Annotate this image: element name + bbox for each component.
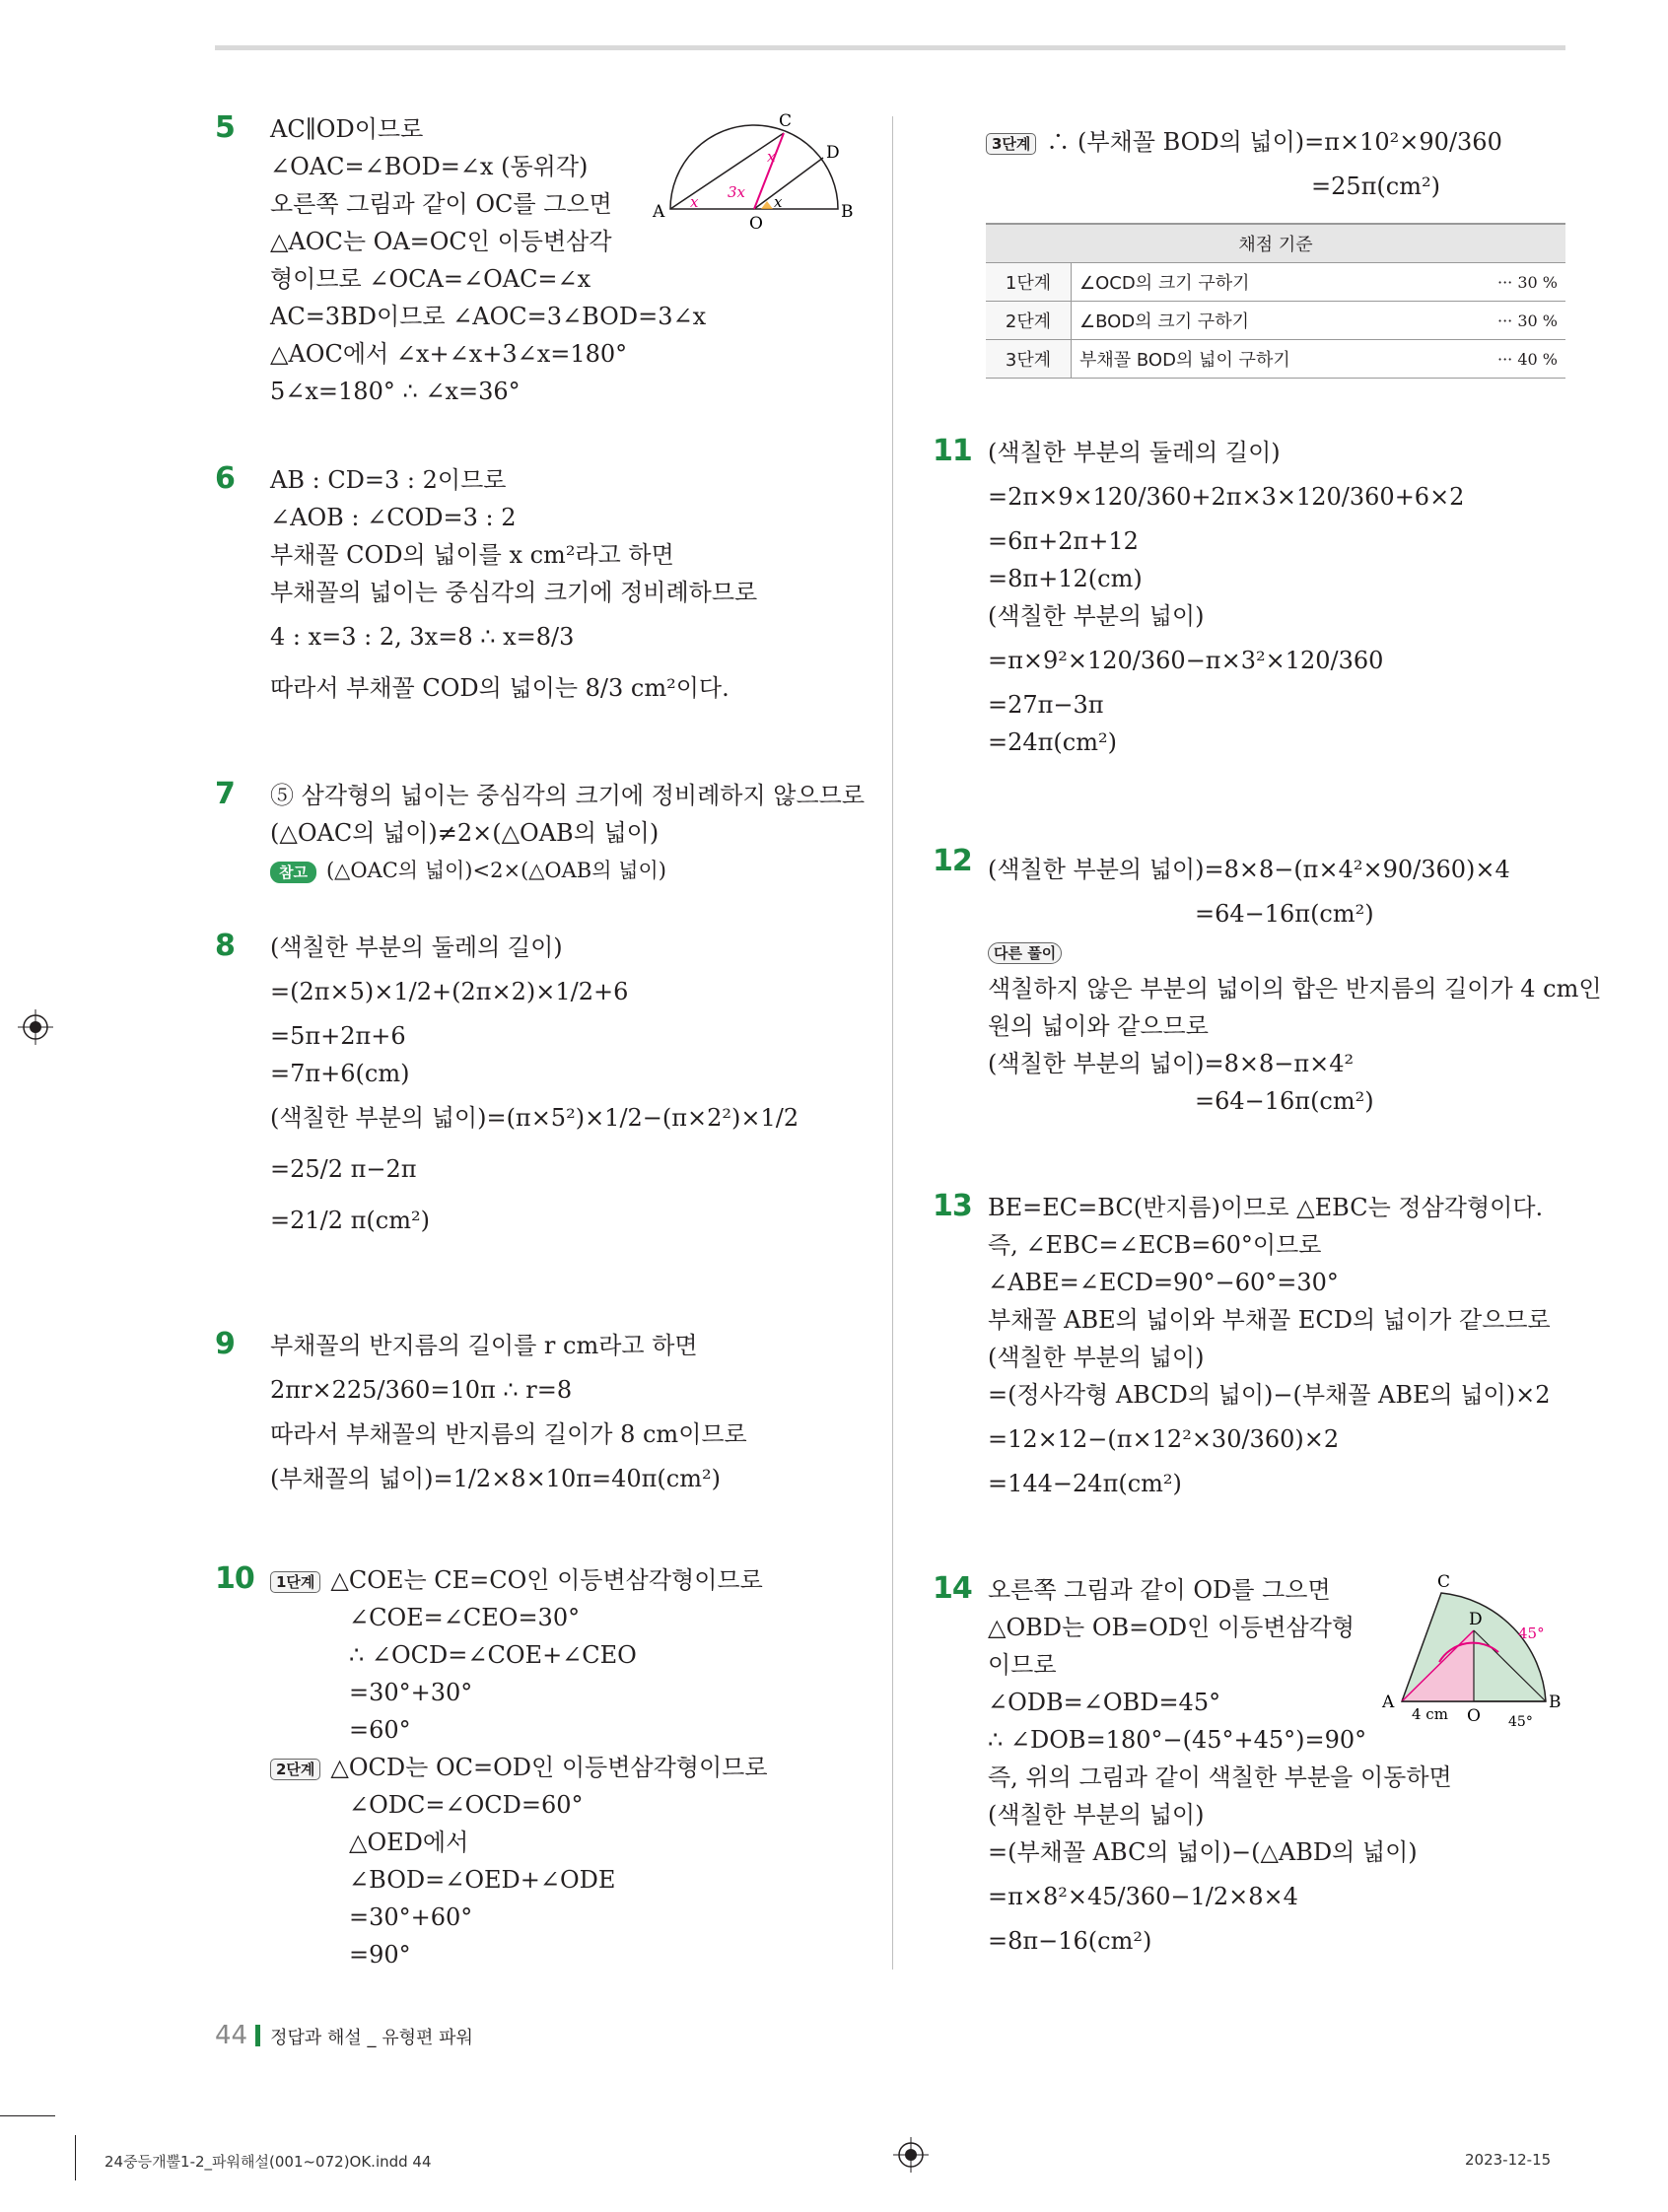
solution-line: ∠COE=∠CEO=30° [349,1604,581,1631]
solution-line: =144−24π(cm²) [988,1470,1182,1497]
problem-10-step3 [986,116,1502,205]
solution-line: 2πr×225/360=10π ∴ r=8 [270,1376,573,1404]
solution-line: 따라서 부채꼴 COD의 넓이는 8/3 cm²이다. [270,674,730,702]
solution-line: (△OAC의 넓이)≠2×(△OAB의 넓이) [270,819,660,847]
solution-line: 형이므로 ∠OCA=∠OAC=∠x [270,265,591,293]
solution-line: =27π−3π [988,691,1104,719]
solution-line: =90° [349,1941,411,1969]
problem-number: 9 [215,1327,235,1361]
solution-line: ∠ODC=∠OCD=60° [349,1791,584,1819]
solution-line: 부채꼴의 반지름의 길이를 r cm라고 하면 [270,1332,698,1359]
solution-line: AC=3BD이므로 ∠AOC=3∠BOD=3∠x [270,303,707,330]
solution-line: (색칠한 부분의 넓이)=8×8−(π×4²×90/360)×4 [988,856,1510,883]
solution-line: △AOC는 OA=OC인 이등변삼각 [270,228,612,255]
solution-line: =30°+30° [349,1679,473,1706]
solution-line: (부채꼴의 넓이)=1/2×8×10π=40π(cm²) [270,1465,721,1492]
table-row [986,340,1565,379]
page-number: 44 [215,2021,248,2050]
step-badge-1: 1단계 [270,1571,320,1593]
label-c: C [1437,1573,1451,1592]
footer-bar [255,2025,260,2046]
solution-line: =60° [349,1716,411,1744]
solution-line: ∠BOD=∠OED+∠ODE [349,1866,616,1894]
solution-line: =8π+12(cm) [988,565,1143,592]
label-d: D [1469,1610,1483,1629]
criteria-pct: ··· 30 % [1441,302,1565,340]
solution-line: AC∥OD이므로 [270,115,424,143]
solution-line: (색칠한 부분의 넓이) [988,1801,1205,1829]
label-o: O [1467,1706,1481,1726]
problem-number: 5 [215,110,235,145]
alt-solution-badge: 다른 풀이 [988,942,1062,964]
problem-number: 12 [933,844,972,878]
criteria-step: 2단계 [986,302,1072,340]
solution-line: ⑤ 삼각형의 넓이는 중심각의 크기에 정비례하지 않으므로 [270,782,866,809]
solution-line: ∠ABE=∠ECD=90°−60°=30° [988,1269,1339,1296]
solution-line: =64−16π(cm²) [1195,900,1374,928]
solution-line: 색칠하지 않은 부분의 넓이의 합은 반지름의 길이가 4 cm인 [988,975,1602,1002]
solution-line: =(2π×5)×1/2+(2π×2)×1/2+6 [270,978,629,1005]
solution-line: =25π(cm²) [1311,173,1440,200]
label-45-top: 45° [1518,1624,1545,1642]
solution-line: =24π(cm²) [988,728,1117,756]
criteria-pct: ··· 40 % [1441,340,1565,379]
problem-number: 6 [215,461,235,496]
solution-line: (색칠한 부분의 넓이) [988,1344,1205,1371]
solution-line: =12×12−(π×12²×30/360)×2 [988,1425,1340,1453]
solution-line: △OCD는 OC=OD인 이등변삼각형이므로 [330,1754,768,1781]
criteria-header: 채점 기준 [986,224,1565,263]
solution-line: ∴ (부채꼴 BOD의 넓이)=π×10²×90/360 [1046,128,1502,156]
sector-figure-p14 [1380,1573,1565,1741]
solution-line: =64−16π(cm²) [1195,1087,1374,1115]
solution-line: 오른쪽 그림과 같이 OC를 그으면 [270,190,612,218]
label-c: C [779,111,793,131]
criteria-desc: ∠BOD의 크기 구하기 [1072,302,1442,340]
criteria-pct: ··· 30 % [1441,263,1565,302]
problem-number: 13 [933,1189,972,1223]
label-b: B [841,202,854,222]
criteria-desc: 부채꼴 BOD의 넓이 구하기 [1072,340,1442,379]
angle-3x: 3x [728,183,746,201]
scoring-criteria-table [986,223,1565,379]
criteria-desc: ∠OCD의 크기 구하기 [1072,263,1442,302]
angle-x-left: x [690,193,699,211]
criteria-step: 3단계 [986,340,1072,379]
solution-line: (색칠한 부분의 넓이)=8×8−π×4² [988,1050,1355,1077]
solution-line: 4 : x=3 : 2, 3x=8 ∴ x=8/3 [270,623,575,651]
crop-mark [75,2135,76,2180]
label-4cm: 4 cm [1412,1705,1448,1723]
note-badge: 참고 [270,862,316,883]
solution-line: ∠AOB : ∠COD=3 : 2 [270,504,517,531]
solution-line: AB : CD=3 : 2이므로 [270,466,507,494]
solution-line: 부채꼴 ABE의 넓이와 부채꼴 ECD의 넓이가 같으므로 [988,1306,1551,1334]
solution-line: 오른쪽 그림과 같이 OD를 그으면 [988,1576,1331,1604]
solution-line: =7π+6(cm) [270,1060,410,1087]
solution-line: (색칠한 부분의 넓이) [988,602,1205,630]
problem-number: 8 [215,929,235,963]
solution-line: 따라서 부채꼴의 반지름의 길이가 8 cm이므로 [270,1420,747,1448]
semicircle-figure-p5 [651,110,858,229]
solution-line: △COE는 CE=CO인 이등변삼각형이므로 [330,1566,763,1594]
solution-line: ∴ ∠DOB=180°−(45°+45°)=90° [988,1726,1367,1754]
footer-title: 정답과 해설 _ 유형편 파워 [270,2028,473,2048]
column-divider [892,116,893,1970]
solution-line: =30°+60° [349,1903,473,1931]
solution-line: ∠ODB=∠OBD=45° [988,1689,1221,1716]
solution-line: =6π+2π+12 [988,527,1139,555]
solution-line: 원의 넓이와 같으므로 [988,1012,1209,1040]
problem-number: 11 [933,434,972,468]
label-o: O [749,214,763,229]
solution-line: =25/2 π−2π [270,1155,417,1183]
label-a: A [1382,1693,1395,1712]
solution-line: =8π−16(cm²) [988,1927,1152,1955]
solution-line: ∠OAC=∠BOD=∠x (동위각) [270,153,589,180]
label-45-bottom: 45° [1508,1714,1533,1730]
solution-line: △OED에서 [349,1829,469,1856]
table-row [986,302,1565,340]
solution-line: (색칠한 부분의 둘레의 길이) [270,933,563,961]
solution-line: 5∠x=180° ∴ ∠x=36° [270,378,521,405]
solution-line: =5π+2π+6 [270,1022,406,1050]
angle-x-top: x [767,148,776,166]
table-row [986,263,1565,302]
solution-line: ∴ ∠OCD=∠COE+∠CEO [349,1641,637,1669]
slug-file: 24중등개뿔1-2_파워해설(001~072)OK.indd 44 [104,2153,432,2171]
problem-number: 14 [933,1571,972,1606]
solution-line: 이므로 [988,1651,1057,1679]
solution-line: (색칠한 부분의 둘레의 길이) [988,439,1281,466]
solution-line: BE=EC=BC(반지름)이므로 △EBC는 정삼각형이다. [988,1194,1544,1221]
label-d: D [826,143,840,163]
solution-line: △OBD는 OB=OD인 이등변삼각형 [988,1614,1355,1641]
top-rule [215,45,1565,50]
solution-line: 즉, ∠EBC=∠ECB=60°이므로 [988,1231,1322,1259]
problem-number: 7 [215,777,235,811]
step-badge-3: 3단계 [986,133,1036,155]
solution-line: =π×9²×120/360−π×3²×120/360 [988,647,1384,674]
solution-line: =21/2 π(cm²) [270,1207,430,1234]
label-b: B [1549,1693,1562,1712]
step-badge-2: 2단계 [270,1759,320,1780]
page-footer [215,2021,473,2050]
slug-date: 2023-12-15 [1465,2151,1552,2169]
solution-line: (색칠한 부분의 넓이)=(π×5²)×1/2−(π×2²)×1/2 [270,1104,799,1132]
solution-line: =2π×9×120/360+2π×3×120/360+6×2 [988,483,1465,511]
solution-line: 즉, 위의 그림과 같이 색칠한 부분을 이동하면 [988,1763,1452,1791]
criteria-step: 1단계 [986,263,1072,302]
label-a: A [653,202,665,222]
registration-mark-icon [893,2137,929,2173]
solution-line: △AOC에서 ∠x+∠x+3∠x=180° [270,340,628,368]
problem-number: 10 [215,1561,254,1596]
angle-x-right: x [774,193,783,211]
registration-mark-icon [18,1009,53,1045]
solution-line: =(부채꼴 ABC의 넓이)−(△ABD의 넓이) [988,1838,1418,1866]
crop-mark [0,2115,55,2116]
note-text: (△OAC의 넓이)<2×(△OAB의 넓이) [325,859,666,882]
solution-line: =π×8²×45/360−1/2×8×4 [988,1883,1298,1910]
solution-line: 부채꼴의 넓이는 중심각의 크기에 정비례하므로 [270,579,758,606]
solution-line: 부채꼴 COD의 넓이를 x cm²라고 하면 [270,541,674,569]
solution-line: =(정사각형 ABCD의 넓이)−(부채꼴 ABE의 넓이)×2 [988,1381,1551,1409]
